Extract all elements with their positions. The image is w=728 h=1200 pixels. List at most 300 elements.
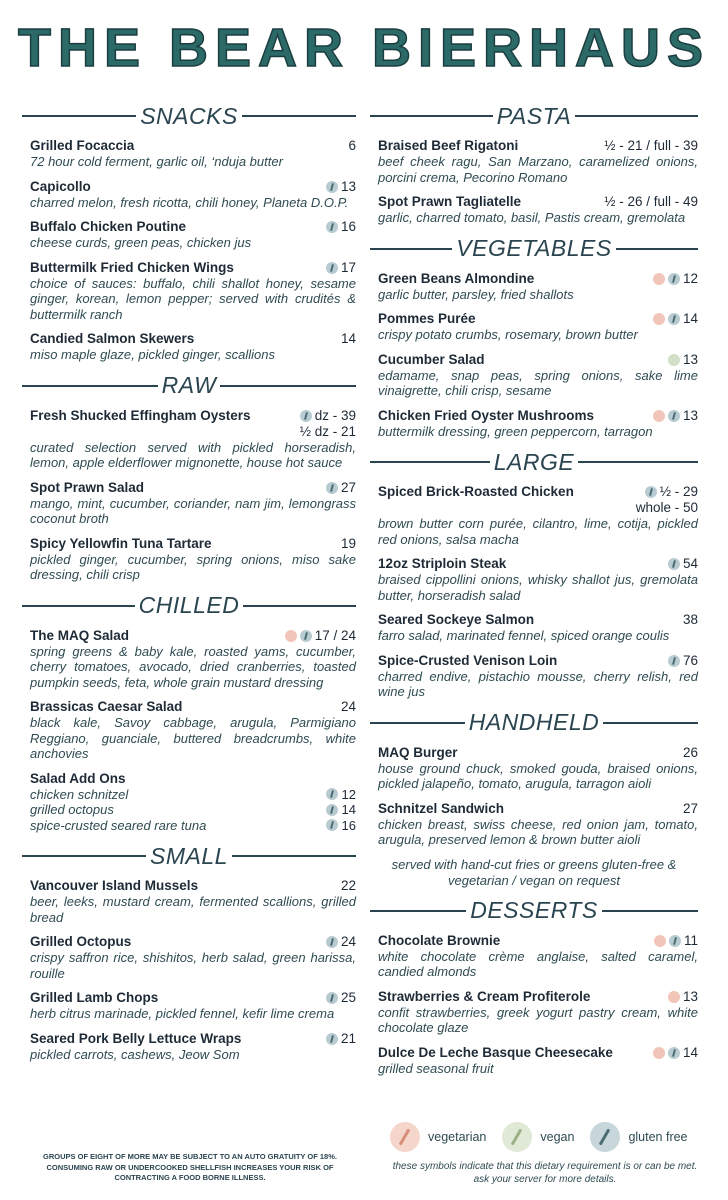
item-price [326,219,356,235]
price-value: 13 [340,178,356,194]
item-name: Spicy Yellowfin Tuna Tartare [30,535,212,551]
item-header [30,1031,356,1047]
item-header [378,989,698,1005]
item-header [378,801,698,817]
item-price [326,1031,356,1047]
item-price [326,260,356,276]
item-description: brown butter corn purée, cilantro, lime, cotija, pickled red onions, salsa macha [378,516,698,547]
item-description: garlic butter, parsley, fried shallots [378,286,574,302]
item-header [378,311,698,327]
item-header [30,408,356,440]
price-value: 14 [682,1044,698,1060]
divider-line [22,855,146,857]
price-value: ½ - 29 [659,484,698,499]
menu-title: THE BEAR BIERHAUS [17,18,711,78]
item-header [30,480,356,496]
item-price [653,271,698,287]
item-description: crispy saffron rice, shishitos, herb salad, green harissa, rouille [30,950,356,981]
divider-line [616,248,698,250]
section-heading [370,448,698,476]
menu-item [378,612,698,644]
item-header [378,408,698,424]
gluten-free-icon [326,788,338,800]
gluten-free-icon [326,936,338,948]
item-name: Candied Salmon Skewers [30,331,195,346]
item-header [378,745,698,761]
item-name: Buttermilk Fried Chicken Wings [30,259,234,275]
item-name: Dulce De Leche Basque Cheesecake [378,1044,613,1060]
vegetarian-icon [653,273,665,285]
item-price-block [326,934,356,950]
item-header [30,771,356,787]
item-name: The MAQ Salad [30,627,130,643]
item-description: beef cheek ragu, San Marzano, caramelized onions, porcini crema, Pecorino Romano [378,154,698,185]
item-description: house ground chuck, smoked gouda, braised onions, pickled jalapeño, tomato, arugula, tarragon aioli [378,760,698,791]
price-value: 13 [682,351,698,367]
add-on-row [30,818,356,834]
item-description: choice of sauces: buffalo, chili shallot honey, sesame ginger, korean, lemon pepper; served with crudités & buttermilk ranch [30,275,356,322]
item-price-block [341,878,356,894]
section-title: CHILLED [138,592,240,618]
gluten-free-icon [326,819,338,831]
item-price-block [326,260,356,276]
section-title: VEGETABLES [456,235,612,261]
divider-line [603,722,698,724]
gluten-free-icon [668,313,680,325]
menu-item [30,179,356,211]
item-name: Seared Sockeye Salmon [378,612,535,627]
item-price [341,878,356,894]
vegetarian-icon [653,410,665,422]
add-on-label: chicken schnitzel [30,786,129,802]
divider-line [370,461,490,463]
add-on-label: spice-crusted seared rare tuna [30,817,207,833]
price-value: 38 [682,612,698,627]
divider-line [220,385,356,387]
item-price-block [683,801,698,817]
price-value: dz - 39 [314,407,356,423]
item-name: Fresh Shucked Effingham Oysters [30,407,251,423]
item-header [30,628,356,644]
item-price-block [653,311,698,327]
divider-line [370,722,465,724]
price-value: 14 [340,331,356,346]
section-title: LARGE [493,448,575,475]
gluten-free-icon [326,221,338,233]
divider-line [370,248,452,250]
item-header [30,179,356,195]
add-on-price [326,818,356,834]
gluten-free-icon [645,486,657,498]
section-heading [370,235,698,263]
item-description: curated selection served with pickled horseradish, lemon, apple elderflower mignonette, house hot sauce [30,439,356,470]
vegetarian-icon [390,1122,420,1152]
item-price-block [326,990,356,1006]
item-price-block [300,408,356,440]
item-description: grilled seasonal fruit [378,1060,494,1076]
price-value: 6 [348,138,356,153]
add-on-row [30,802,356,818]
item-name: Chicken Fried Oyster Mushrooms [378,407,595,423]
item-name: Chocolate Brownie [378,932,501,948]
item-price-block [285,628,356,644]
item-price-block [326,219,356,235]
section-title: DESSERTS [470,897,598,923]
price-value: 13 [682,988,698,1004]
item-name: Spot Prawn Tagliatelle [378,194,522,209]
item-price [668,556,698,572]
item-header [378,271,698,287]
menu-item [30,260,356,323]
item-name: Spiced Brick-Roasted Chicken [378,484,574,499]
item-description: confit strawberries, greek yogurt pastry cream, white chocolate glaze [378,1004,698,1035]
item-header [30,219,356,235]
item-header [378,933,698,949]
item-description: buttermilk dressing, green peppercorn, tarragon [378,423,653,439]
section-heading [22,842,356,870]
menu-section [370,709,698,889]
item-description: spring greens & baby kale, roasted yams, cucumber, cherry tomatoes, avocado, dried cranberries, toasted pumpkin seeds, feta, whole grain mustard dressing [30,643,356,690]
item-header [378,653,698,669]
item-name: MAQ Burger [378,744,458,760]
add-on-price [326,802,356,818]
divider-line [575,115,698,117]
price-value: 26 [682,744,698,760]
item-name: Spice-Crusted Venison Loin [378,652,558,668]
menu-item [30,990,356,1022]
item-price [653,311,698,327]
item-price [604,138,698,154]
vegetarian-icon [653,313,665,325]
section-heading [22,102,356,130]
price-value: 19 [340,535,356,551]
item-price [645,484,698,500]
item-description: charred melon, fresh ricotta, chili honey, Planeta D.O.P. [30,194,349,210]
item-description: garlic, charred tomato, basil, Pastis cream, gremolata [378,210,686,225]
item-name: Vancouver Island Mussels [30,878,199,893]
divider-line [578,461,698,463]
gluten-free-icon [668,273,680,285]
menu-item [378,352,698,399]
item-description: cheese curds, green peas, chicken jus [30,235,252,250]
vegan-icon [502,1122,532,1152]
vegetarian-icon [668,991,680,1003]
gluten-free-icon [326,804,338,816]
item-price-block [341,536,356,552]
section-title: HANDHELD [468,709,600,735]
item-name: Grilled Octopus [30,934,132,949]
divider-line [232,855,356,857]
item-price [668,989,698,1005]
price-value: 25 [340,990,356,1005]
price-value: 21 [340,1030,356,1046]
legend-note: these symbols indicate that this dietary requirement is or can be met. ask your server for more details. [392,1161,698,1185]
item-price-block [683,612,698,628]
price-value: 22 [340,878,356,893]
item-price [326,179,356,195]
item-name: Green Beans Almondine [378,270,535,286]
item-description: charred endive, pistachio mousse, cherry relish, red wine jus [378,668,698,699]
menu-item [378,484,698,547]
item-price [348,138,356,154]
item-price-secondary: ½ dz - 21 [299,423,356,439]
item-price-block [326,179,356,195]
item-price-block [348,138,356,154]
divider-line [242,115,356,117]
menu-item [30,1031,356,1063]
item-description: crispy potato crumbs, rosemary, brown butter [378,327,638,342]
gluten-free-icon [326,262,338,274]
gluten-free-icon [590,1122,620,1152]
legend-gluten-free-label: gluten free [628,1130,688,1144]
item-price-block [604,194,698,210]
vegan-icon [668,354,680,366]
item-name: Salad Add Ons [30,770,126,786]
section-title: SMALL [150,842,228,869]
item-name: Grilled Focaccia [30,138,135,153]
divider-line [22,115,136,117]
item-name: Seared Pork Belly Lettuce Wraps [30,1030,242,1046]
item-description: pickled ginger, cucumber, spring onions, miso sake dressing, chili crisp [30,551,356,582]
item-price-block [326,1031,356,1047]
menu-item [378,408,698,440]
divider-line [243,605,356,607]
item-price [341,536,356,552]
item-name: Pommes Purée [378,311,476,326]
item-header [378,612,698,628]
price-value: 11 [683,932,698,948]
item-price-block [341,699,356,715]
item-price-block [668,653,698,669]
divider-line [22,385,158,387]
price-value: 76 [682,652,698,668]
add-on-row [30,787,356,803]
item-price-block [654,933,698,949]
item-header [378,194,698,210]
menu-item [30,331,356,363]
section-heading [22,592,356,620]
price-value: 54 [682,556,698,571]
menu-section [370,448,698,700]
menu-item [30,699,356,762]
price-value: 24 [340,699,356,714]
left-column [22,100,356,1071]
menu-item [378,194,698,226]
item-price-block [636,484,698,516]
item-price [326,934,356,950]
price-value: 16 [340,219,356,234]
item-price-block [604,138,698,154]
section-title: SNACKS [140,102,238,129]
menu-section [22,102,356,363]
vegetarian-icon [653,1047,665,1059]
menu-section [22,592,356,834]
item-header [30,878,356,894]
item-price [326,990,356,1006]
section-title: RAW [161,372,217,398]
item-description: white chocolate crème anglaise, salted caramel, candied almonds [378,948,698,979]
menu-item [378,556,698,603]
section-heading [370,897,698,925]
gluten-free-icon [300,410,312,422]
menu-item [30,480,356,527]
item-price [654,933,698,949]
menu-item [30,536,356,583]
item-name: Brassicas Caesar Salad [30,699,183,714]
menu-item [30,408,356,471]
gluten-free-icon [668,558,680,570]
menu-item [30,934,356,981]
menu-item [378,138,698,185]
price-value: 13 [682,407,698,423]
menu-section [370,235,698,440]
legend-vegan-label: vegan [540,1130,575,1144]
right-column [370,100,698,1085]
gluten-free-icon [668,410,680,422]
item-header [30,990,356,1006]
item-description: beer, leeks, mustard cream, fermented scallions, grilled bread [30,894,356,925]
item-name: Grilled Lamb Chops [30,990,159,1005]
item-price [341,331,356,347]
item-description: braised cippollini onions, whisky shallot jus, gremolata butter, horseradish salad [378,572,698,603]
item-price [668,352,698,368]
divider-line [602,910,698,912]
menu-item [378,1045,698,1077]
item-price [326,480,356,496]
item-name: Braised Beef Rigatoni [378,138,519,153]
item-header [378,556,698,572]
item-description: black kale, Savoy cabbage, arugula, Parmigiano Reggiano, guanciale, buttered breadcrumbs, white anchovies [30,715,356,761]
dietary-legend [390,1122,700,1152]
item-description: farro salad, marinated fennel, spiced orange coulis [378,628,670,643]
divider-line [370,115,493,117]
price-value: 17 / 24 [314,627,356,643]
item-description: mango, mint, cucumber, coriander, nam jim, lemongrass coconut broth [30,495,356,526]
item-description: chicken breast, swiss cheese, red onion jam, tomato, arugula, preserved lemon & brown butter aioli [378,816,698,847]
menu-item [378,989,698,1036]
item-price [683,745,698,761]
menu-item [378,745,698,792]
item-header [30,699,356,715]
price-value: 27 [340,479,356,495]
item-name: Spot Prawn Salad [30,479,145,495]
price-value: 17 [340,259,356,275]
menu-item [378,801,698,848]
price-value: 24 [340,934,356,949]
item-header [378,138,698,154]
gluten-free-icon [669,935,681,947]
item-price-block [653,1045,698,1061]
vegetarian-icon [285,630,297,642]
gluten-free-icon [326,992,338,1004]
item-name: Capicollo [30,178,91,194]
item-header [378,484,698,516]
add-on-price [326,787,356,803]
price-value: 27 [682,800,698,816]
price-value: 16 [341,817,356,833]
item-header [30,934,356,950]
price-value: 14 [682,311,698,326]
item-price-block [668,352,698,368]
add-on-label: grilled octopus [30,802,114,817]
gluten-free-icon [326,1033,338,1045]
menu-section [370,102,698,226]
item-description: 72 hour cold ferment, garlic oil, ‘nduja butter [30,154,283,169]
menu-section [370,897,698,1077]
price-value: ½ - 21 / full - 39 [604,138,698,153]
gluten-free-icon [326,181,338,193]
section-note: served with hand-cut fries or greens gluten-free & vegetarian / vegan on request [391,856,677,888]
menu-section [22,842,356,1062]
menu-item [378,653,698,700]
menu-item [30,219,356,251]
price-value: 12 [682,270,698,286]
item-price-block [668,989,698,1005]
item-price [341,699,356,715]
section-heading [370,709,698,737]
divider-line [22,605,135,607]
item-header [30,331,356,347]
price-value: 14 [341,802,356,817]
item-description: herb citrus marinade, pickled fennel, kefir lime crema [30,1006,335,1021]
section-heading [370,102,698,130]
item-price [300,408,356,424]
menu-item [378,933,698,980]
item-price-block [683,745,698,761]
section-title: PASTA [496,102,572,129]
price-value: ½ - 26 / full - 49 [604,194,698,209]
item-header [30,138,356,154]
item-description: edamame, snap peas, spring onions, sake lime vinaigrette, chili crisp, sesame [378,367,698,398]
menu-section [22,372,356,583]
section-heading [22,372,356,400]
item-price-block [668,556,698,572]
gluten-free-icon [668,1047,680,1059]
menu-item [378,271,698,303]
item-name: Buffalo Chicken Poutine [30,219,187,234]
item-price-block [653,408,698,424]
gluten-free-icon [668,655,680,667]
gluten-free-icon [300,630,312,642]
menu-item [30,771,356,834]
item-header [378,1045,698,1061]
item-description: miso maple glaze, pickled ginger, scallions [30,347,275,362]
menu-item [378,311,698,343]
item-price-block [326,480,356,496]
item-header [30,260,356,276]
item-price [683,801,698,817]
price-value: 12 [341,786,356,802]
item-header [30,536,356,552]
vegetarian-icon [654,935,666,947]
item-price-secondary: whole - 50 [635,500,698,515]
item-name: Schnitzel Sandwich [378,800,505,816]
item-price [285,628,356,644]
menu-item [30,138,356,170]
item-price [668,653,698,669]
item-price [683,612,698,628]
item-name: Cucumber Salad [378,351,485,367]
item-price-block [341,331,356,347]
menu-item [30,628,356,691]
gluten-free-icon [326,482,338,494]
item-description: pickled carrots, cashews, Jeow Som [30,1046,240,1062]
legend-vegetarian-label: vegetarian [428,1130,487,1144]
item-price [653,1045,698,1061]
divider-line [370,910,466,912]
menu-item [30,878,356,925]
item-header [378,352,698,368]
